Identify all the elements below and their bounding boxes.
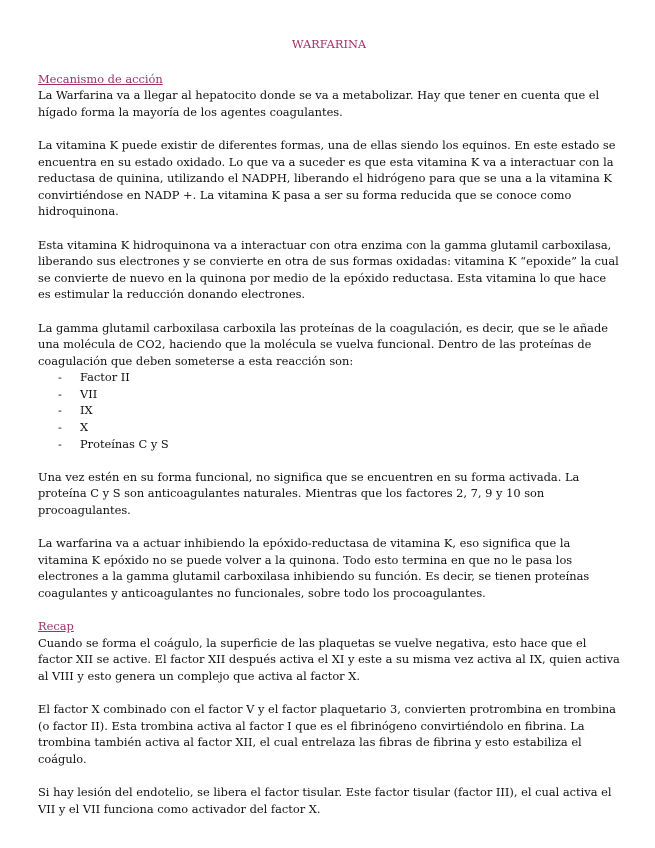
list-item: - VII bbox=[38, 386, 620, 403]
section-heading-mecanismo: Mecanismo de acción bbox=[38, 71, 163, 86]
paragraph: El factor X combinado con el factor V y el factor plaquetario 3, convierten protrombina en trombina (o factor II). Esta trombina activa al factor I que es el fibrinógeno convirtiéndolo en fibrina. La trombina también activa al factor XII, el cual entrelaza las fibras de fibrina y esto estabiliza el coágulo. bbox=[38, 702, 616, 766]
document-page bbox=[38, 36, 620, 834]
list-item: - X bbox=[38, 419, 620, 436]
paragraph: La gamma glutamil carboxilasa carboxila las proteínas de la coagulación, es decir, que se le añade una molécula de CO2, haciendo que la molécula se vuelva funcional. Dentro de las proteínas de coagulación que deben someterse a esta reacción son: bbox=[38, 320, 608, 368]
paragraph: Si hay lesión del endotelio, se libera el factor tisular. Este factor tisular (factor III), el cual activa el VII y el VII funciona como activador del factor X. bbox=[38, 785, 612, 816]
paragraph: Esta vitamina K hidroquinona va a interactuar con otra enzima con la gamma glutamil carboxilasa, liberando sus electrones y se convierte en otra de sus formas oxidadas: vitamina K “epoxide” la cual se convierte de nuevo en la quinona por medio de la epóxido reductasa. Esta vitamina lo que hace es estimular la reducción donando electrones. bbox=[38, 237, 619, 302]
document-title: WARFARINA bbox=[291, 37, 367, 51]
protein-list bbox=[38, 369, 620, 452]
list-item: - Factor II bbox=[38, 369, 620, 386]
section-mecanismo bbox=[38, 71, 620, 602]
paragraph: La warfarina va a actuar inhibiendo la epóxido-reductasa de vitamina K, eso significa que la vitamina K epóxido no se puede volver a la quinona. Todo esto termina en que no le pasa los electrones a la gamma glutamil carboxilasa inhibiendo su función. Es decir, se tienen proteínas coagulantes y anticoagulantes no funcionales, sobre todo los procoagulantes. bbox=[38, 536, 590, 600]
section-heading-recap: Recap bbox=[38, 619, 74, 634]
paragraph: Cuando se forma el coágulo, la superficie de las plaquetas se vuelve negativa, esto hace que el factor XII se active. El factor XII después activa el XI y este a su misma vez activa al IX, quien activa al VIII y esto genera un complejo que activa al factor X. bbox=[38, 635, 620, 683]
list-item: - IX bbox=[38, 402, 620, 419]
paragraph: Una vez estén en su forma funcional, no significa que se encuentren en su forma activada. La proteína C y S son anticoagulantes naturales. Mientras que los factores 2, 7, 9 y 10 son procoagulantes. bbox=[38, 469, 580, 518]
paragraph: La Warfarina va a llegar al hepatocito donde se va a metabolizar. Hay que tener en cuenta que el hígado forma la mayoría de los agentes coagulantes. bbox=[38, 88, 600, 119]
list-item: - Proteínas C y S bbox=[38, 436, 620, 453]
paragraph: La vitamina K puede existir de diferentes formas, una de ellas siendo los equinos. En este estado se encuentra en su estado oxidado. Lo que va a suceder es que esta vitamina K va a interactuar con la reductasa de quinina, utilizando el NADPH, liberando el hidrógeno para que se una a la vitamina K convirtiéndose en NADP +. La vitamina K pasa a ser su forma reducida que se conoce como hidroquinona. bbox=[38, 137, 616, 219]
section-recap bbox=[38, 618, 620, 817]
